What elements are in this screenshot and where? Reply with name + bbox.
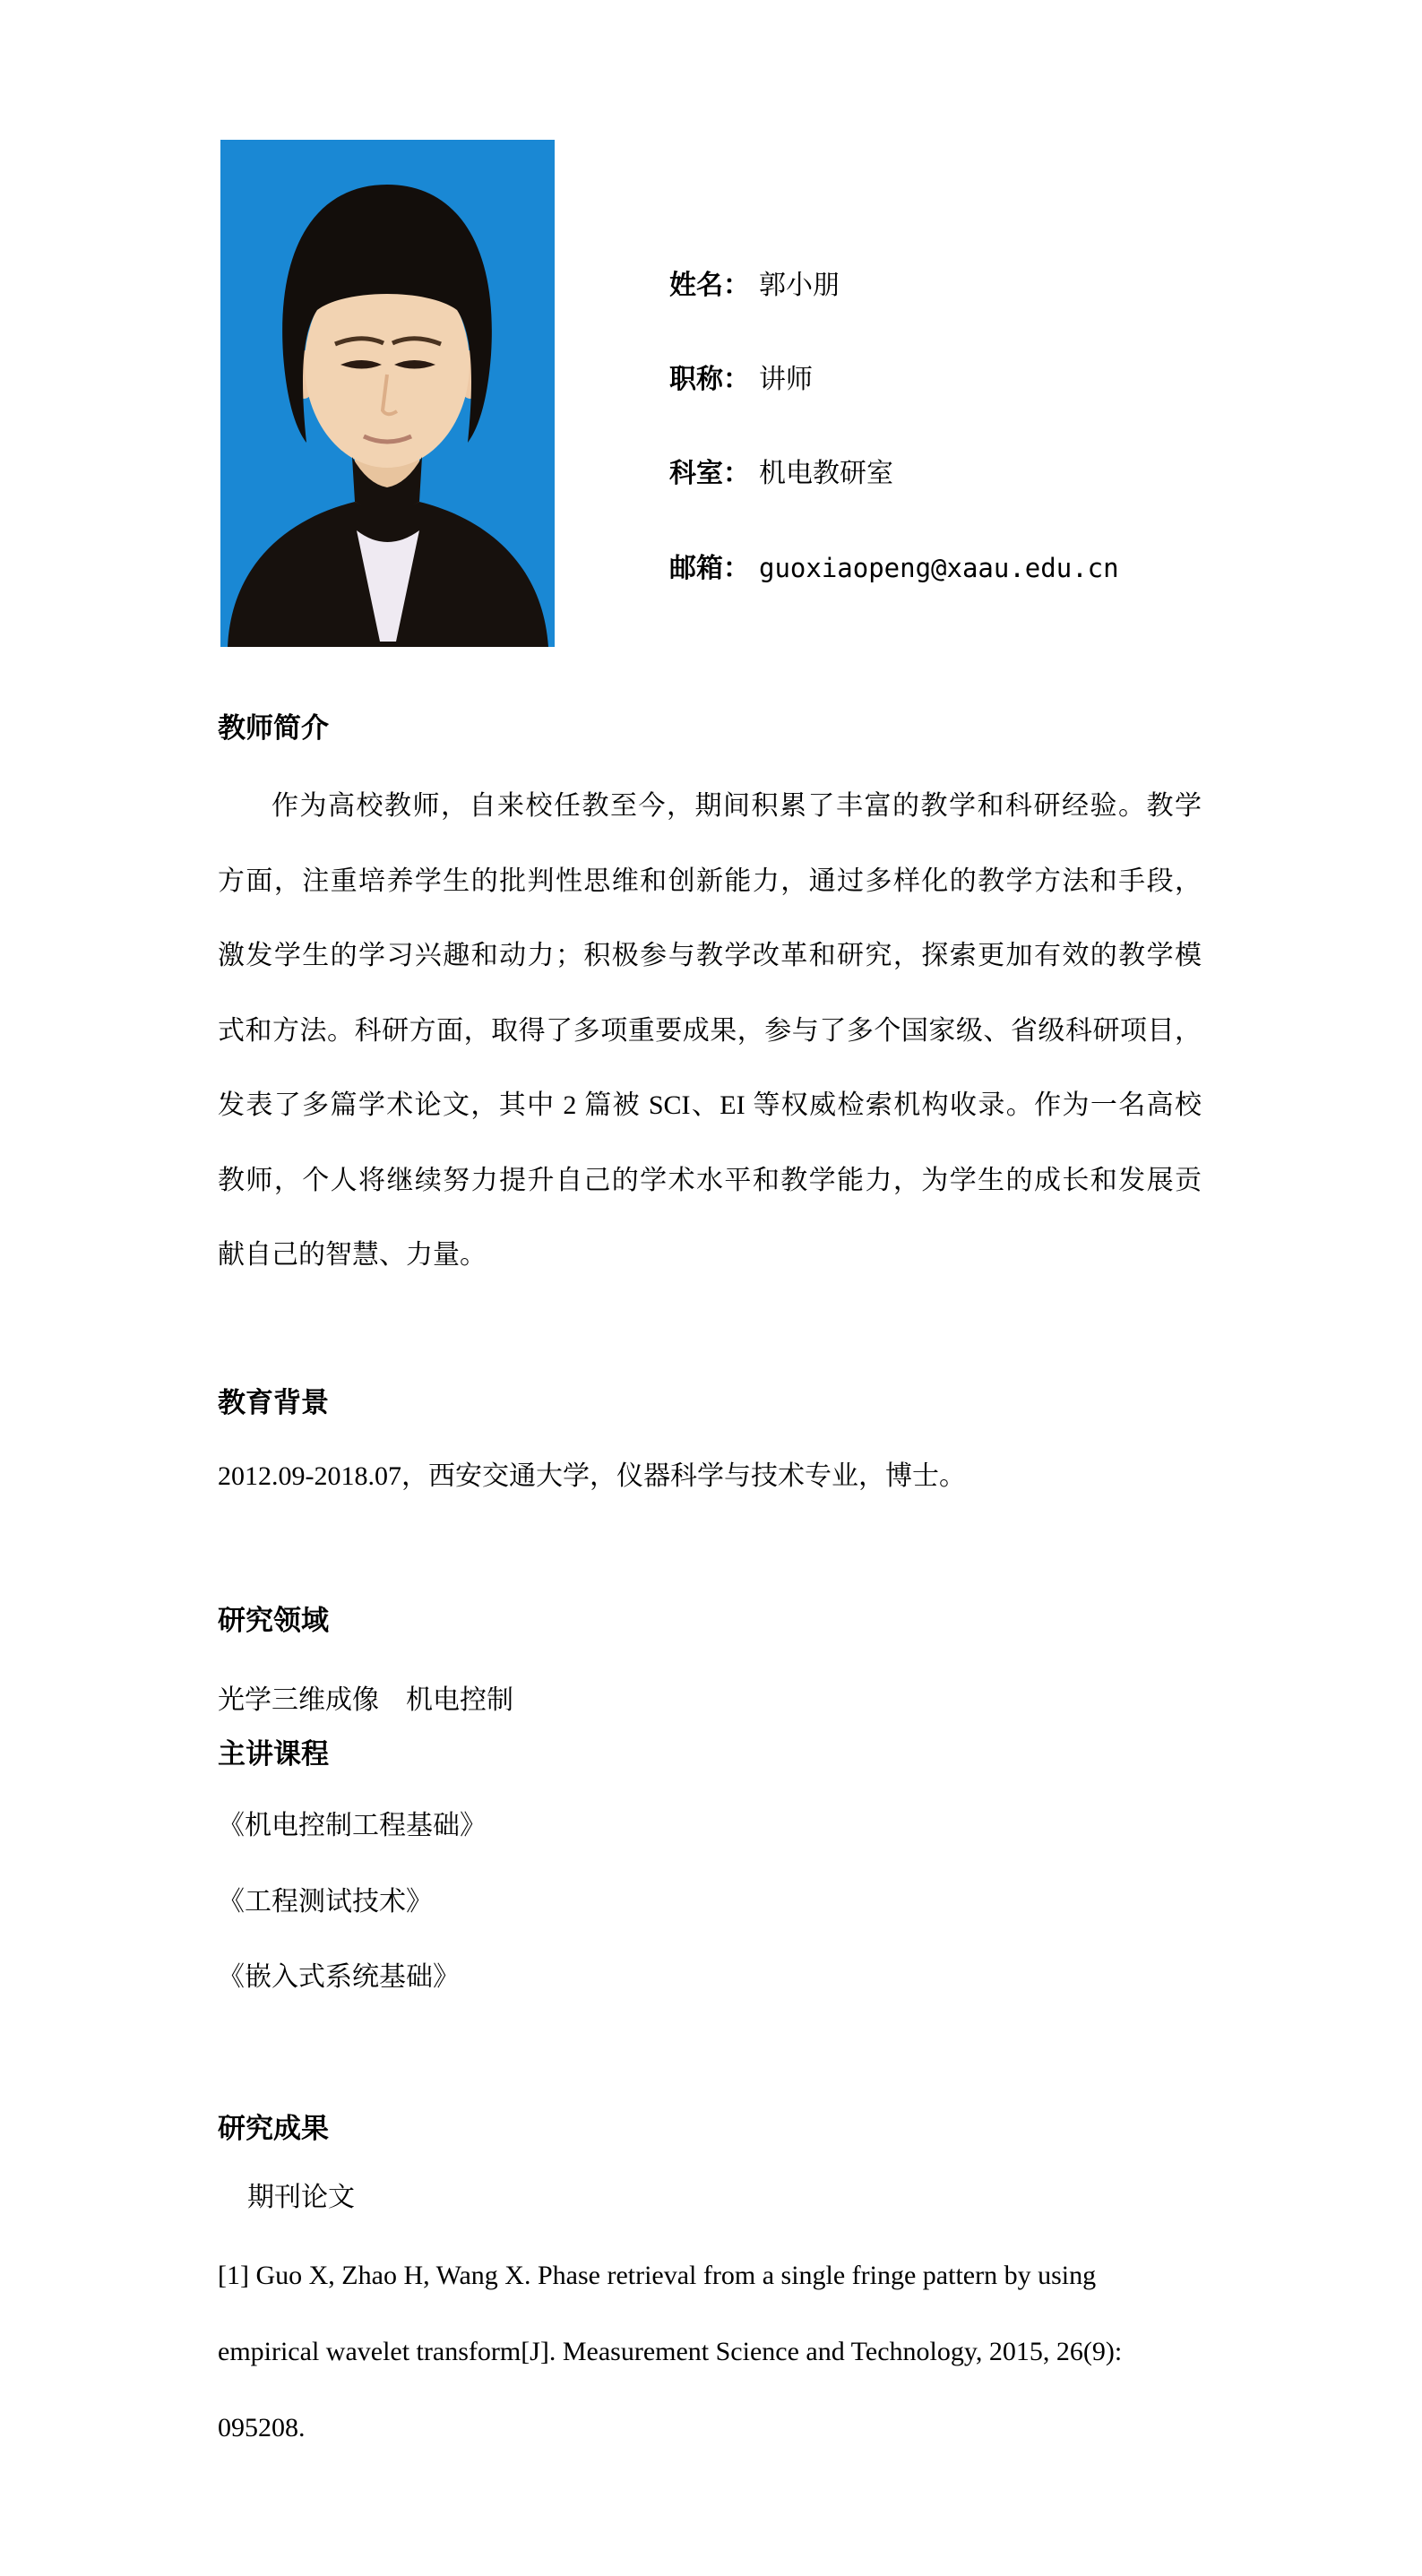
courses-heading: 主讲课程	[218, 1738, 329, 1770]
intro-line: 激发学生的学习兴趣和动力；积极参与教学改革和研究，探索更加有效的教学模	[218, 941, 1202, 970]
field-office	[669, 457, 1119, 551]
paper-citation-line: 095208.	[218, 2413, 306, 2442]
field-name-label: 姓名：	[669, 271, 750, 300]
intro-line: 作为高校教师，自来校任教至今，期间积累了丰富的教学和科研经验。教学	[271, 791, 1202, 821]
intro-heading: 教师简介	[218, 712, 329, 744]
research-areas-heading: 研究领域	[218, 1605, 329, 1636]
education-line: 2012.09-2018.07，西安交通大学，仪器科学与技术专业，博士。	[218, 1461, 966, 1491]
field-name	[669, 269, 1119, 363]
course-item: 《工程测试技术》	[218, 1886, 433, 1917]
education-heading: 教育背景	[218, 1387, 329, 1418]
field-office-label: 科室：	[669, 459, 750, 488]
achievements-subheading: 期刊论文	[247, 2183, 355, 2212]
profile-info	[669, 269, 1119, 645]
field-name-value: 郭小朋	[759, 271, 840, 300]
paper-citation-line: [1] Guo X, Zhao H, Wang X. Phase retrieval from a single fringe pattern by using	[218, 2261, 1097, 2290]
intro-line: 发表了多篇学术论文，其中 2 篇被 SCI、EI 等权威检索机构收录。作为一名高校	[218, 1090, 1202, 1120]
field-email-label: 邮箱：	[669, 554, 750, 583]
research-areas-line: 光学三维成像 机电控制	[218, 1685, 513, 1715]
intro-line: 献自己的智慧、力量。	[218, 1240, 487, 1270]
intro-line: 式和方法。科研方面，取得了多项重要成果，参与了多个国家级、省级科研项目，	[218, 1015, 1202, 1046]
course-item: 《机电控制工程基础》	[218, 1811, 487, 1840]
field-email-value: guoxiaopeng@xaau.edu.cn	[759, 553, 1119, 583]
field-title	[669, 363, 1119, 457]
paper-citation	[218, 2237, 1202, 2466]
portrait-svg	[220, 140, 555, 647]
field-office-value: 机电教研室	[759, 459, 893, 488]
achievements-heading: 研究成果	[218, 2113, 329, 2144]
profile-photo	[220, 140, 555, 647]
intro-line: 教师，个人将继续努力提升自己的学术水平和教学能力，为学生的成长和发展贡	[218, 1165, 1202, 1195]
field-email	[669, 551, 1119, 645]
courses-list	[218, 1788, 1202, 2016]
intro-paragraph	[218, 769, 1202, 1293]
paper-citation-line: empirical wavelet transform[J]. Measurement Science and Technology, 2015, 26(9):	[218, 2337, 1123, 2366]
field-title-value: 讲师	[759, 365, 813, 394]
course-item: 《嵌入式系统基础》	[218, 1962, 460, 1992]
field-title-label: 职称：	[669, 365, 750, 394]
intro-line: 方面，注重培养学生的批判性思维和创新能力，通过多样化的教学方法和手段，	[218, 866, 1202, 896]
